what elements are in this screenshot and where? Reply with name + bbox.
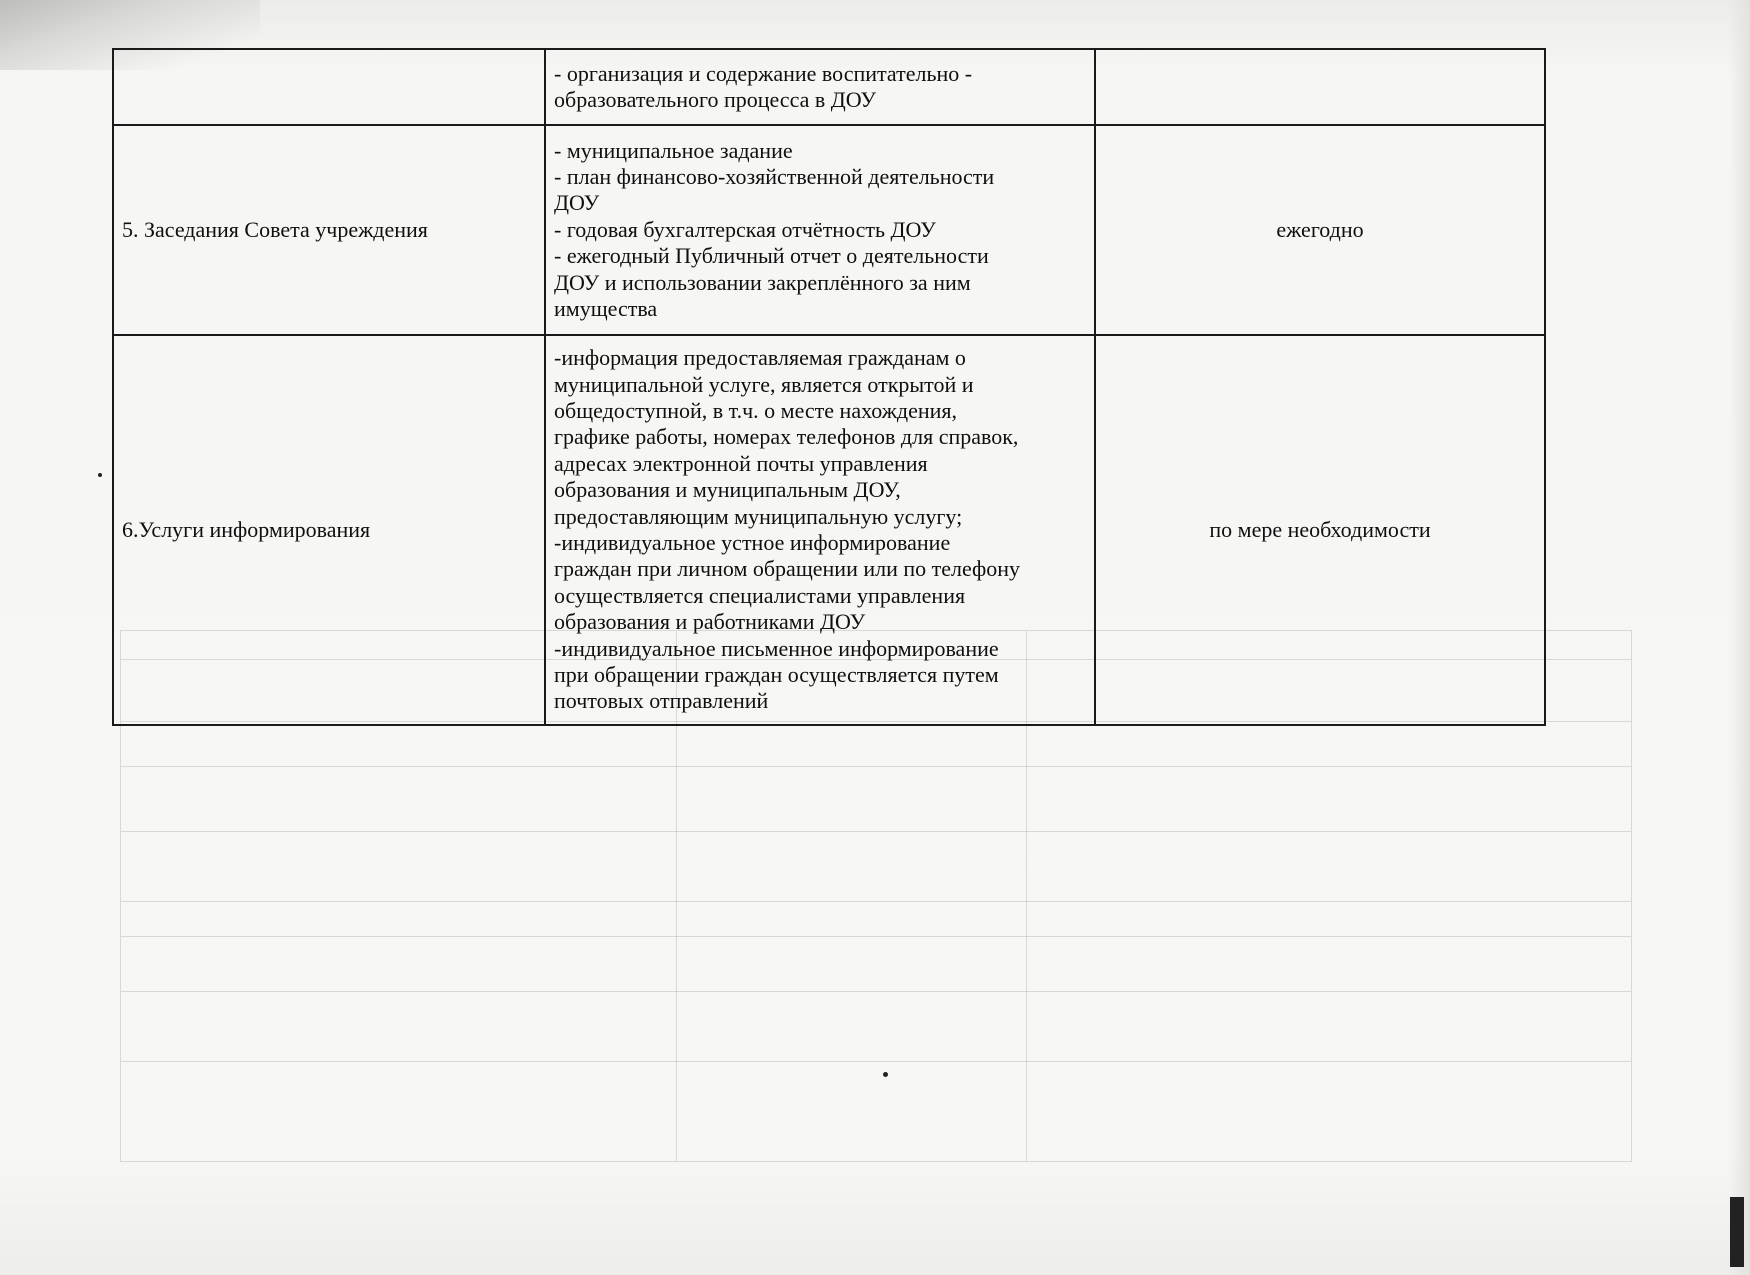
content-line: образования и работниками ДОУ [554, 609, 866, 635]
frequency-cell: по мере необходимости [1095, 335, 1545, 725]
table-row [113, 49, 1545, 125]
scan-speck [883, 1072, 888, 1077]
content-line: общедоступной, в т.ч. о месте нахождения, [554, 398, 958, 424]
content-line: - ежегодный Публичный отчет о деятельности [554, 243, 989, 269]
content-line: -индивидуальное письменное информирование [554, 635, 999, 661]
frequency-cell: ежегодно [1095, 125, 1545, 335]
content-cell [545, 125, 1095, 335]
activity-cell [113, 49, 545, 125]
content-line: граждан при личном обращении или по телефону [554, 556, 1021, 582]
content-line: ДОУ [554, 190, 600, 216]
content-line: - организация и содержание воспитательно - [554, 60, 973, 86]
content-line: муниципальной услуге, является открытой и [554, 371, 974, 397]
page-edge-shadow [1728, 0, 1750, 1275]
content-line: -индивидуальное устное информирование [554, 530, 951, 555]
content-line: образовательного процесса в ДОУ [554, 87, 876, 112]
content-line: - муниципальное задание [554, 137, 793, 163]
content-line: - план финансово-хозяйственной деятельности [554, 164, 995, 190]
table-row [113, 335, 1545, 725]
content-line: графике работы, номерах телефонов для справок, [554, 424, 1019, 450]
scan-speck [98, 473, 102, 477]
activity-cell: 6.Услуги информирования [113, 335, 545, 725]
content-line: образования и муниципальным ДОУ, [554, 477, 901, 503]
content-line: осуществляется специалистами управления [554, 582, 966, 608]
document-table [112, 48, 1546, 726]
content-line: -информация предоставляемая гражданам о [554, 345, 966, 371]
content-line: предоставляющим муниципальную услугу; [554, 503, 963, 529]
content-line: имущества [554, 295, 658, 321]
table-row [113, 125, 1545, 335]
content-line: - годовая бухгалтерская отчётность ДОУ [554, 216, 936, 242]
frequency-cell [1095, 49, 1545, 125]
content-line: адресах электронной почты управления [554, 450, 928, 476]
content-line: почтовых отправлений [554, 688, 769, 714]
content-cell [545, 49, 1095, 125]
content-cell [545, 335, 1095, 725]
activity-cell: 5. Заседания Совета учреждения [113, 125, 545, 335]
content-line: при обращении граждан осуществляется путем [554, 661, 999, 687]
content-line: ДОУ и использовании закреплённого за ним [554, 269, 971, 295]
scan-edge-mark [1730, 1197, 1744, 1267]
